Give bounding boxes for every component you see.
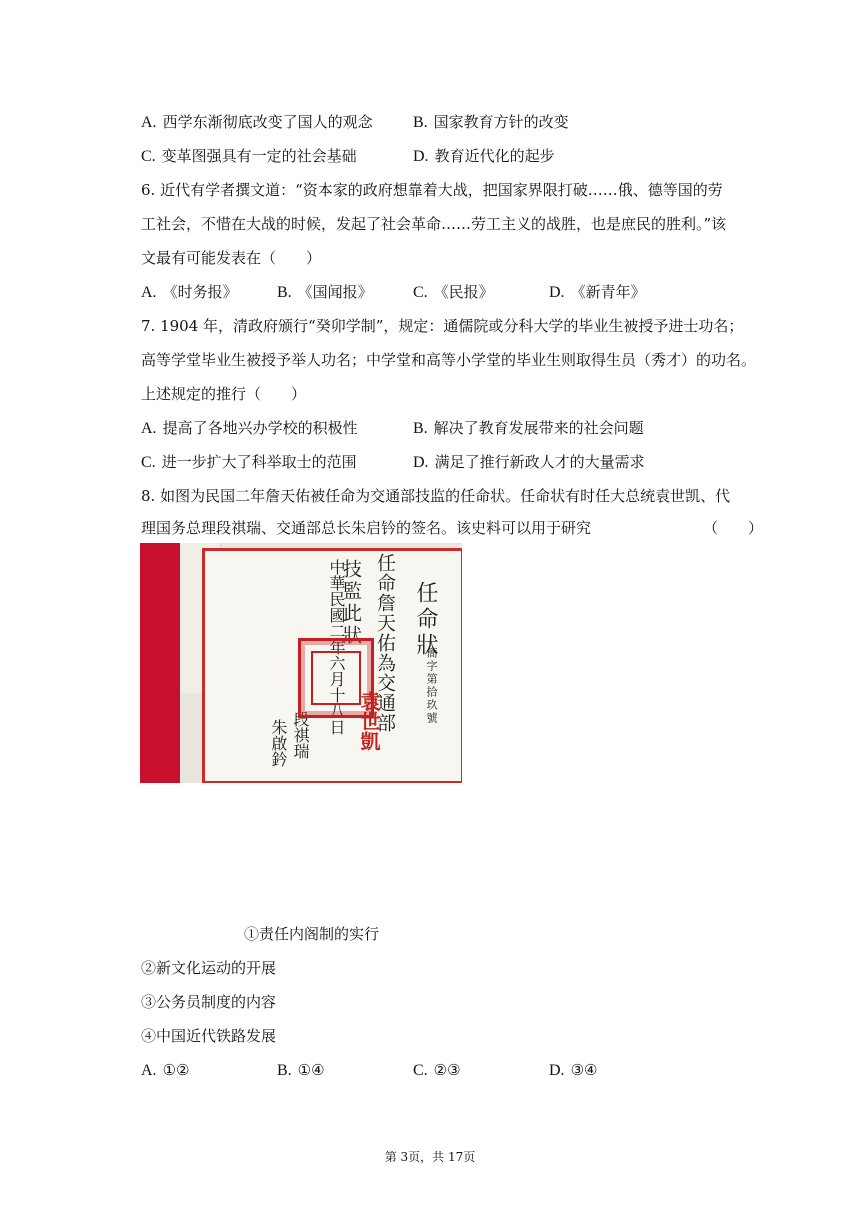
q8-item-1: ①责任内阁制的实行	[244, 925, 380, 943]
option-text: ②③	[433, 1061, 461, 1079]
q8-stem-line2: 理国务总理段祺瑞、交通部总长朱启钤的签名。该史料可以用于研究	[141, 519, 592, 537]
page-footer: 第 3页，共 17页	[384, 1150, 476, 1164]
q8-option-b	[277, 1060, 325, 1081]
q6-stem-line1: 6. 近代有学者撰文道：“资本家的政府想靠着大战，把国家界限打破……俄、德等国的劳	[141, 181, 723, 199]
option-label: D.	[549, 284, 565, 301]
signature-duan-qirui: 段祺瑞	[291, 711, 310, 759]
q5-option-d	[413, 146, 555, 167]
option-label: B.	[413, 114, 428, 131]
q8-item-4: ④中国近代铁路发展	[141, 1027, 277, 1045]
q7-option-a	[141, 418, 358, 439]
option-text: ①②	[162, 1061, 190, 1079]
signature-yuan-shikai: 袁世凱	[357, 691, 381, 751]
q5-option-a	[141, 112, 373, 133]
option-text: 西学东渐彻底改变了国人的观念	[162, 113, 373, 131]
option-text: 教育近代化的起步	[434, 147, 555, 165]
certificate-serial: 簡字第拾玖號	[425, 647, 438, 725]
official-seal	[298, 638, 374, 718]
q8-answer-bracket: （ ）	[703, 519, 764, 537]
q7-stem-line3: 上述规定的推行（ ）	[141, 385, 307, 403]
q5-option-b	[413, 112, 569, 133]
q8-item-2: ②新文化运动的开展	[141, 959, 277, 977]
option-label: B.	[277, 1062, 292, 1079]
option-label: B.	[277, 284, 292, 301]
option-label: B.	[413, 420, 428, 437]
q7-option-b	[413, 418, 644, 439]
certificate-heading: 任命狀	[413, 581, 438, 659]
q5-option-c	[141, 146, 357, 167]
q7-stem-line1: 7. 1904 年，清政府颁行“癸卯学制”，规定：通儒院或分科大学的毕业生被授予进士功名；	[141, 317, 744, 335]
q7-option-c	[141, 452, 357, 473]
option-label: C.	[413, 1062, 428, 1079]
q8-stem-line1: 8. 如图为民国二年詹天佑被任命为交通部技监的任命状。任命状有时任大总统袁世凯、代	[141, 487, 731, 505]
seal-inner-frame	[311, 651, 361, 705]
option-text: 《时务报》	[162, 283, 238, 301]
q6-stem-line3: 文最有可能发表在（ ）	[141, 249, 322, 267]
option-text: 满足了推行新政人才的大量需求	[434, 453, 645, 471]
option-label: A.	[141, 420, 157, 437]
option-text: 《民报》	[433, 283, 494, 301]
option-text: 进一步扩大了科举取士的范围	[161, 453, 357, 471]
option-label: D.	[413, 148, 429, 165]
option-text: 变革图强具有一定的社会基础	[161, 147, 357, 165]
certificate-document	[202, 548, 462, 783]
option-text: ③④	[570, 1061, 598, 1079]
option-text: ①④	[297, 1061, 325, 1079]
q8-option-d	[549, 1060, 597, 1081]
option-label: D.	[549, 1062, 565, 1079]
q8-option-a	[141, 1060, 189, 1081]
option-label: C.	[141, 148, 156, 165]
certificate-body-line2: 技監此狀	[340, 559, 362, 647]
option-text: 国家教育方针的改变	[433, 113, 569, 131]
option-text: 提高了各地兴办学校的积极性	[162, 419, 358, 437]
option-text: 解决了教育发展带来的社会问题	[433, 419, 644, 437]
option-label: C.	[413, 284, 428, 301]
option-label: A.	[141, 1062, 157, 1079]
certificate-body-line1: 任命詹天佑為交通部	[374, 553, 396, 733]
option-label: A.	[141, 114, 157, 131]
option-text: 《新青年》	[570, 283, 646, 301]
q7-option-d	[413, 452, 645, 473]
option-label: C.	[141, 454, 156, 471]
red-ribbon	[140, 543, 180, 783]
q7-stem-line2: 高等学堂毕业生被授予举人功名；中学堂和高等小学堂的毕业生则取得生员（秀才）的功名。	[141, 351, 757, 369]
option-text: 《国闻报》	[297, 283, 373, 301]
q6-option-b	[277, 282, 373, 303]
appointment-certificate-photo	[140, 543, 462, 783]
q6-option-a	[141, 282, 238, 303]
q6-option-c	[413, 282, 494, 303]
q6-stem-line2: 工社会，不惜在大战的时候，发起了社会革命……劳工主义的战胜，也是庶民的胜利。”该	[141, 215, 727, 233]
q6-option-d	[549, 282, 646, 303]
q8-option-c	[413, 1060, 461, 1081]
q8-item-3: ③公务员制度的内容	[141, 993, 277, 1011]
option-label: A.	[141, 284, 157, 301]
signature-zhu-qiqian: 朱啟鈐	[269, 719, 288, 767]
certificate-date: 中華民國二年六月十八日	[327, 559, 346, 735]
option-label: D.	[413, 454, 429, 471]
